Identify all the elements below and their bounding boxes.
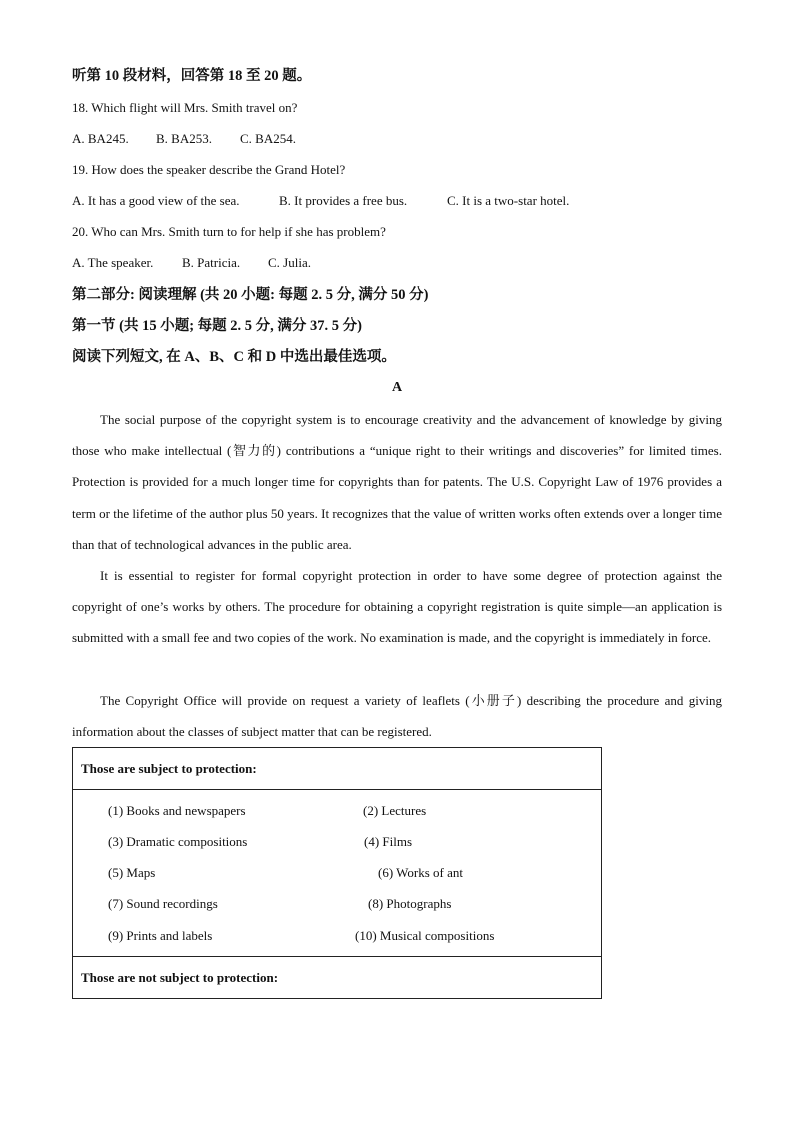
option-c: C. Julia. xyxy=(268,255,311,270)
protected-item: (7) Sound recordings xyxy=(108,896,218,911)
protected-item: (2) Lectures xyxy=(363,803,427,818)
paragraph-1-text: The social purpose of the copyright system is to encourage creativity and the advancement of knowledge by giving those who make intellectual (智力的) contributions a “unique right to their writings and discoveries” for limited times. Protection is provided for a much longer time for copyrights than for patents. The U.S. Copyright Law of 1976 provides a term or the lifetime of the author plus 50 years. It recognizes that the value of written works often extends over a longer time than that of technological advances in the public area. xyxy=(72,412,722,552)
question-18-stem: 18. Which flight will Mrs. Smith travel on? xyxy=(72,100,298,115)
protected-item: (8) Photographs xyxy=(368,896,452,911)
option-a: A. BA245. xyxy=(72,131,129,146)
paragraph-3-text: The Copyright Office will provide on request a variety of leaflets (小册子) describing the procedure and giving information about the classes of subject matter that can be registered. xyxy=(72,693,722,740)
question-20-options xyxy=(72,255,311,271)
option-a: A. The speaker. xyxy=(72,255,154,270)
paragraph-3 xyxy=(72,685,722,747)
question-19-options xyxy=(72,193,569,209)
unprotected-heading: Those are not subject to protection: xyxy=(73,957,602,999)
protected-items-cell xyxy=(73,790,602,957)
section1-heading: 第一节 (共 15 小题; 每题 2. 5 分, 满分 37. 5 分) xyxy=(72,318,362,334)
protected-item: (5) Maps xyxy=(108,865,156,880)
option-b: B. BA253. xyxy=(156,131,212,146)
paragraph-2 xyxy=(72,560,722,654)
protected-item: (6) Works of ant xyxy=(378,865,464,880)
protected-item: (3) Dramatic compositions xyxy=(108,834,248,849)
question-19-stem: 19. How does the speaker describe the Grand Hotel? xyxy=(72,162,346,177)
option-c: C. It is a two-star hotel. xyxy=(447,193,570,208)
part2-heading: 第二部分: 阅读理解 (共 20 小题: 每题 2. 5 分, 满分 50 分) xyxy=(72,287,429,303)
option-b: B. It provides a free bus. xyxy=(279,193,408,208)
protected-item: (1) Books and newspapers xyxy=(108,803,246,818)
protected-item: (4) Films xyxy=(364,834,413,849)
protected-item: (9) Prints and labels xyxy=(108,928,213,943)
option-b: B. Patricia. xyxy=(182,255,241,270)
protected-item: (10) Musical compositions xyxy=(355,928,495,943)
passage-label: A xyxy=(391,380,403,395)
paragraph-1 xyxy=(72,404,722,560)
option-a: A. It has a good view of the sea. xyxy=(72,193,240,208)
section-intro: 听第 10 段材料，回答第 18 至 20 题。 xyxy=(72,68,312,84)
paragraph-2-text: It is essential to register for formal copyright protection in order to have some degree of protection against the copyright of one’s works by others. The procedure for obtaining a copyright registration is quite simple—an application is submitted with a small fee and two copies of the work. No examination is made, and the copyright is immediately in force. xyxy=(72,568,722,646)
question-18-options xyxy=(72,131,296,147)
option-c: C. BA254. xyxy=(240,131,296,146)
protected-heading: Those are subject to protection: xyxy=(73,748,602,790)
copyright-table xyxy=(72,747,602,999)
instructions: 阅读下列短文, 在 A、B、C 和 D 中选出最佳选项。 xyxy=(72,349,396,365)
question-20-stem: 20. Who can Mrs. Smith turn to for help if she has problem? xyxy=(72,224,386,239)
